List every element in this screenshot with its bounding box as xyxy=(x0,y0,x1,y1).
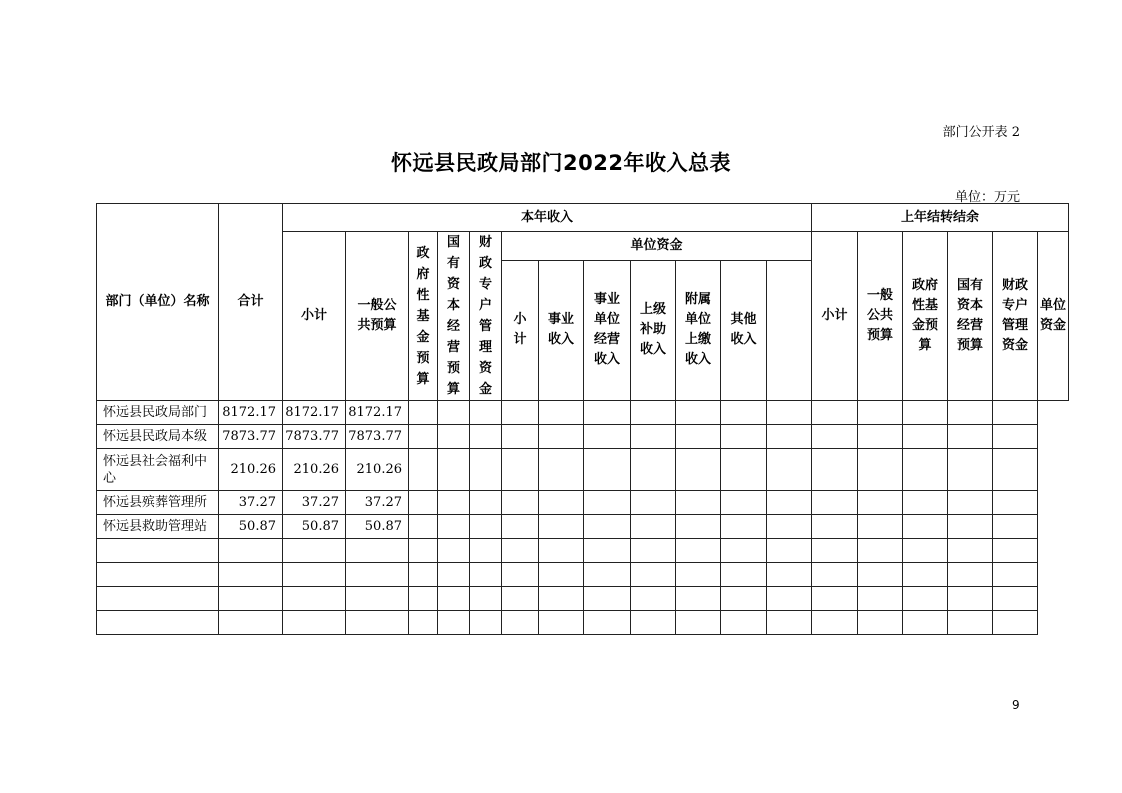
empty-row xyxy=(97,563,1069,587)
row-general: 7873.77 xyxy=(346,425,409,449)
header-special-funds: 财政专户管理资金 xyxy=(470,232,502,401)
row-subtotal: 210.26 xyxy=(283,449,346,491)
row-name: 怀远县救助管理站 xyxy=(97,515,219,539)
header-carryover: 上年结转结余 xyxy=(812,204,1069,232)
unit-label: 单位：万元 xyxy=(954,190,1020,205)
row-name: 怀远县民政局本级 xyxy=(97,425,219,449)
row-general: 37.27 xyxy=(346,491,409,515)
header-co-unit-funds: 单位资金 xyxy=(1038,232,1069,401)
header-uf-affiliated: 附属单位上缴收入 xyxy=(676,260,721,401)
row-total: 37.27 xyxy=(219,491,283,515)
header-total: 合计 xyxy=(219,204,283,401)
row-subtotal: 50.87 xyxy=(283,515,346,539)
row-total: 210.26 xyxy=(219,449,283,491)
empty-row xyxy=(97,611,1069,635)
header-uf-business: 事业收入 xyxy=(539,260,584,401)
header-general-budget: 一般公共预算 xyxy=(346,232,409,401)
header-uf-blank xyxy=(767,260,812,401)
empty-row xyxy=(97,587,1069,611)
header-unit-funds: 单位资金 xyxy=(502,232,812,261)
row-general: 50.87 xyxy=(346,515,409,539)
table-row xyxy=(97,491,1069,515)
row-subtotal: 37.27 xyxy=(283,491,346,515)
row-name: 怀远县社会福利中心 xyxy=(97,449,219,491)
header-co-state-capital: 国有资本经营预算 xyxy=(948,232,993,401)
header-uf-other: 其他收入 xyxy=(721,260,767,401)
header-dept-name: 部门（单位）名称 xyxy=(97,204,219,401)
row-total: 50.87 xyxy=(219,515,283,539)
table-row xyxy=(97,425,1069,449)
row-total: 8172.17 xyxy=(219,401,283,425)
header-gov-fund: 政府性基金预算 xyxy=(409,232,438,401)
row-name: 怀远县殡葬管理所 xyxy=(97,491,219,515)
table-row xyxy=(97,515,1069,539)
row-subtotal: 8172.17 xyxy=(283,401,346,425)
header-subtotal: 小计 xyxy=(283,232,346,401)
header-co-subtotal: 小计 xyxy=(812,232,858,401)
row-name: 怀远县民政局部门 xyxy=(97,401,219,425)
row-subtotal: 7873.77 xyxy=(283,425,346,449)
form-number: 部门公开表 2 xyxy=(942,125,1020,140)
header-co-general: 一般公共预算 xyxy=(858,232,903,401)
table-row xyxy=(97,449,1069,491)
header-co-special-funds: 财政专户管理资金 xyxy=(993,232,1038,401)
row-general: 8172.17 xyxy=(346,401,409,425)
header-state-capital: 国有资本经营预算 xyxy=(438,232,470,401)
table-row xyxy=(97,401,1069,425)
empty-row xyxy=(97,539,1069,563)
header-uf-operating: 事业单位经营收入 xyxy=(584,260,631,401)
header-co-gov-fund: 政府性基金预算 xyxy=(903,232,948,401)
header-current-income: 本年收入 xyxy=(283,204,812,232)
header-uf-subtotal: 小计 xyxy=(502,260,539,401)
page-title: 怀远县民政局部门2022年收入总表 xyxy=(391,151,731,175)
page-number: 9 xyxy=(1012,698,1020,712)
row-total: 7873.77 xyxy=(219,425,283,449)
row-general: 210.26 xyxy=(346,449,409,491)
header-uf-subsidy: 上级补助收入 xyxy=(631,260,676,401)
income-summary-table xyxy=(96,203,1069,635)
